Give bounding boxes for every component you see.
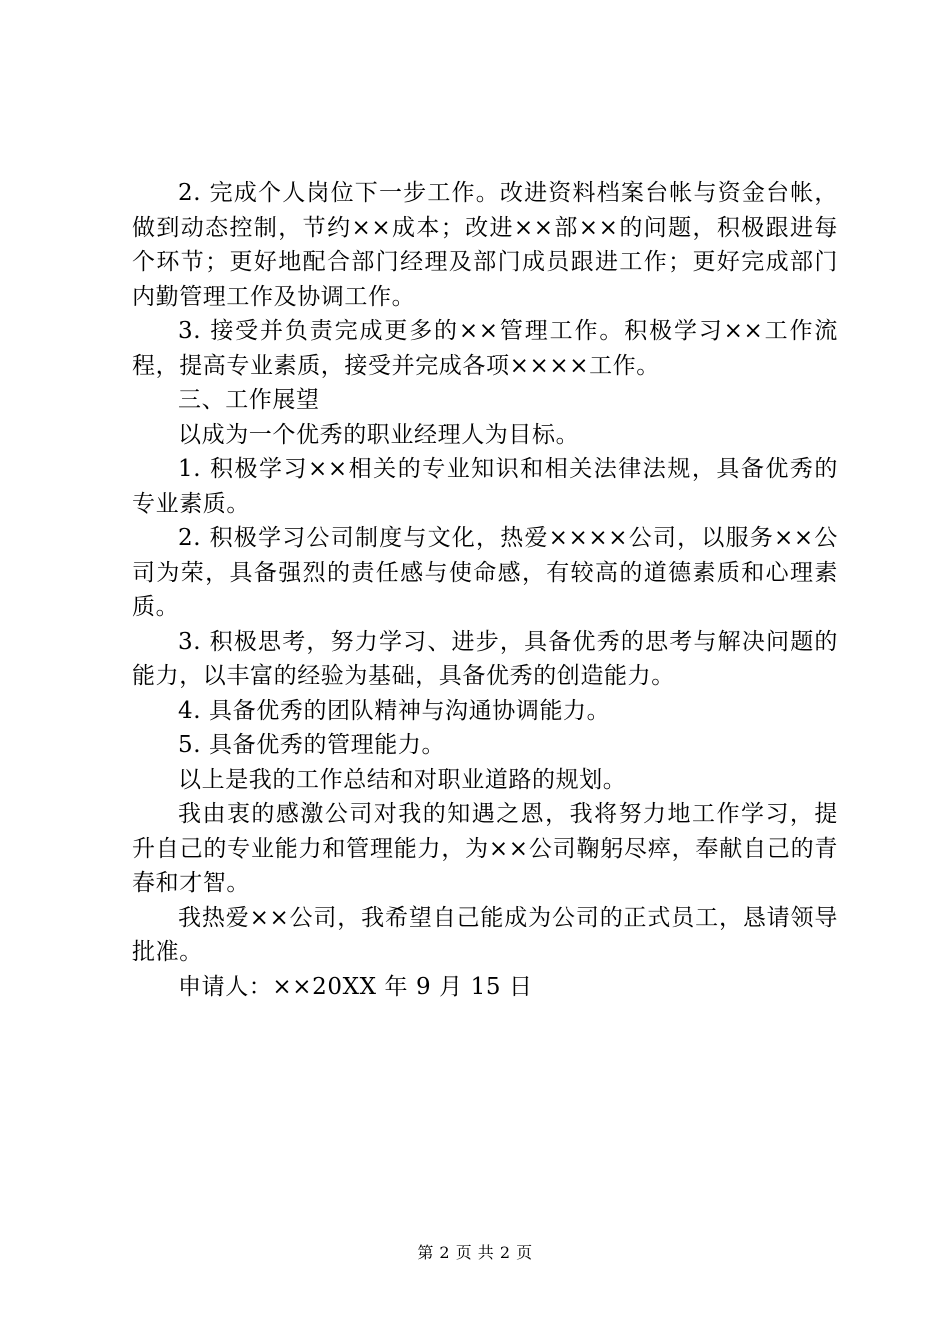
paragraph-gratitude: 我由衷的感激公司对我的知遇之恩，我将努力地工作学习，提升自己的专业能力和管理能力，为××公司鞠躬尽瘁，奉献自己的青春和才智。 (132, 801, 838, 896)
paragraph-item-2-plan: 2. 完成个人岗位下一步工作。改进资料档案台帐与资金台帐，做到动态控制，节约××成本；改进××部××的问题，积极跟进每个环节；更好地配合部门经理及部门成员跟进工作；更好完成部门内勤管理工作及协调工作。 (132, 180, 838, 310)
paragraph-outlook-5: 5. 具备优秀的管理能力。 (178, 732, 446, 758)
section-heading-outlook: 三、工作展望 (178, 387, 320, 413)
document-body (132, 176, 838, 1004)
paragraph-outlook-1: 1. 积极学习××相关的专业知识和相关法律法规，具备优秀的专业素质。 (132, 456, 838, 517)
paragraph-outlook-4: 4. 具备优秀的团队精神与沟通协调能力。 (178, 697, 611, 724)
paragraph-summary: 以上是我的工作总结和对职业道路的规划。 (178, 766, 627, 793)
paragraph-goal: 以成为一个优秀的职业经理人为目标。 (178, 421, 580, 448)
paragraph-item-3-plan: 3. 接受并负责完成更多的××管理工作。积极学习××工作流程，提高专业素质，接受并完成各项××××工作。 (132, 318, 838, 379)
paragraph-request: 我热爱××公司，我希望自己能成为公司的正式员工，恳请领导批准。 (132, 904, 838, 965)
page-number-footer: 第 2 页 共 2 页 (417, 1243, 533, 1262)
paragraph-outlook-2: 2. 积极学习公司制度与文化，热爱××××公司，以服务××公司为荣，具备强烈的责任感与使命感，有较高的道德素质和心理素质。 (132, 525, 838, 620)
signature-line: 申请人：××20XX 年 9 月 15 日 (178, 973, 533, 1000)
paragraph-outlook-3: 3. 积极思考，努力学习、进步，具备优秀的思考与解决问题的能力，以丰富的经验为基础，具备优秀的创造能力。 (132, 628, 838, 689)
